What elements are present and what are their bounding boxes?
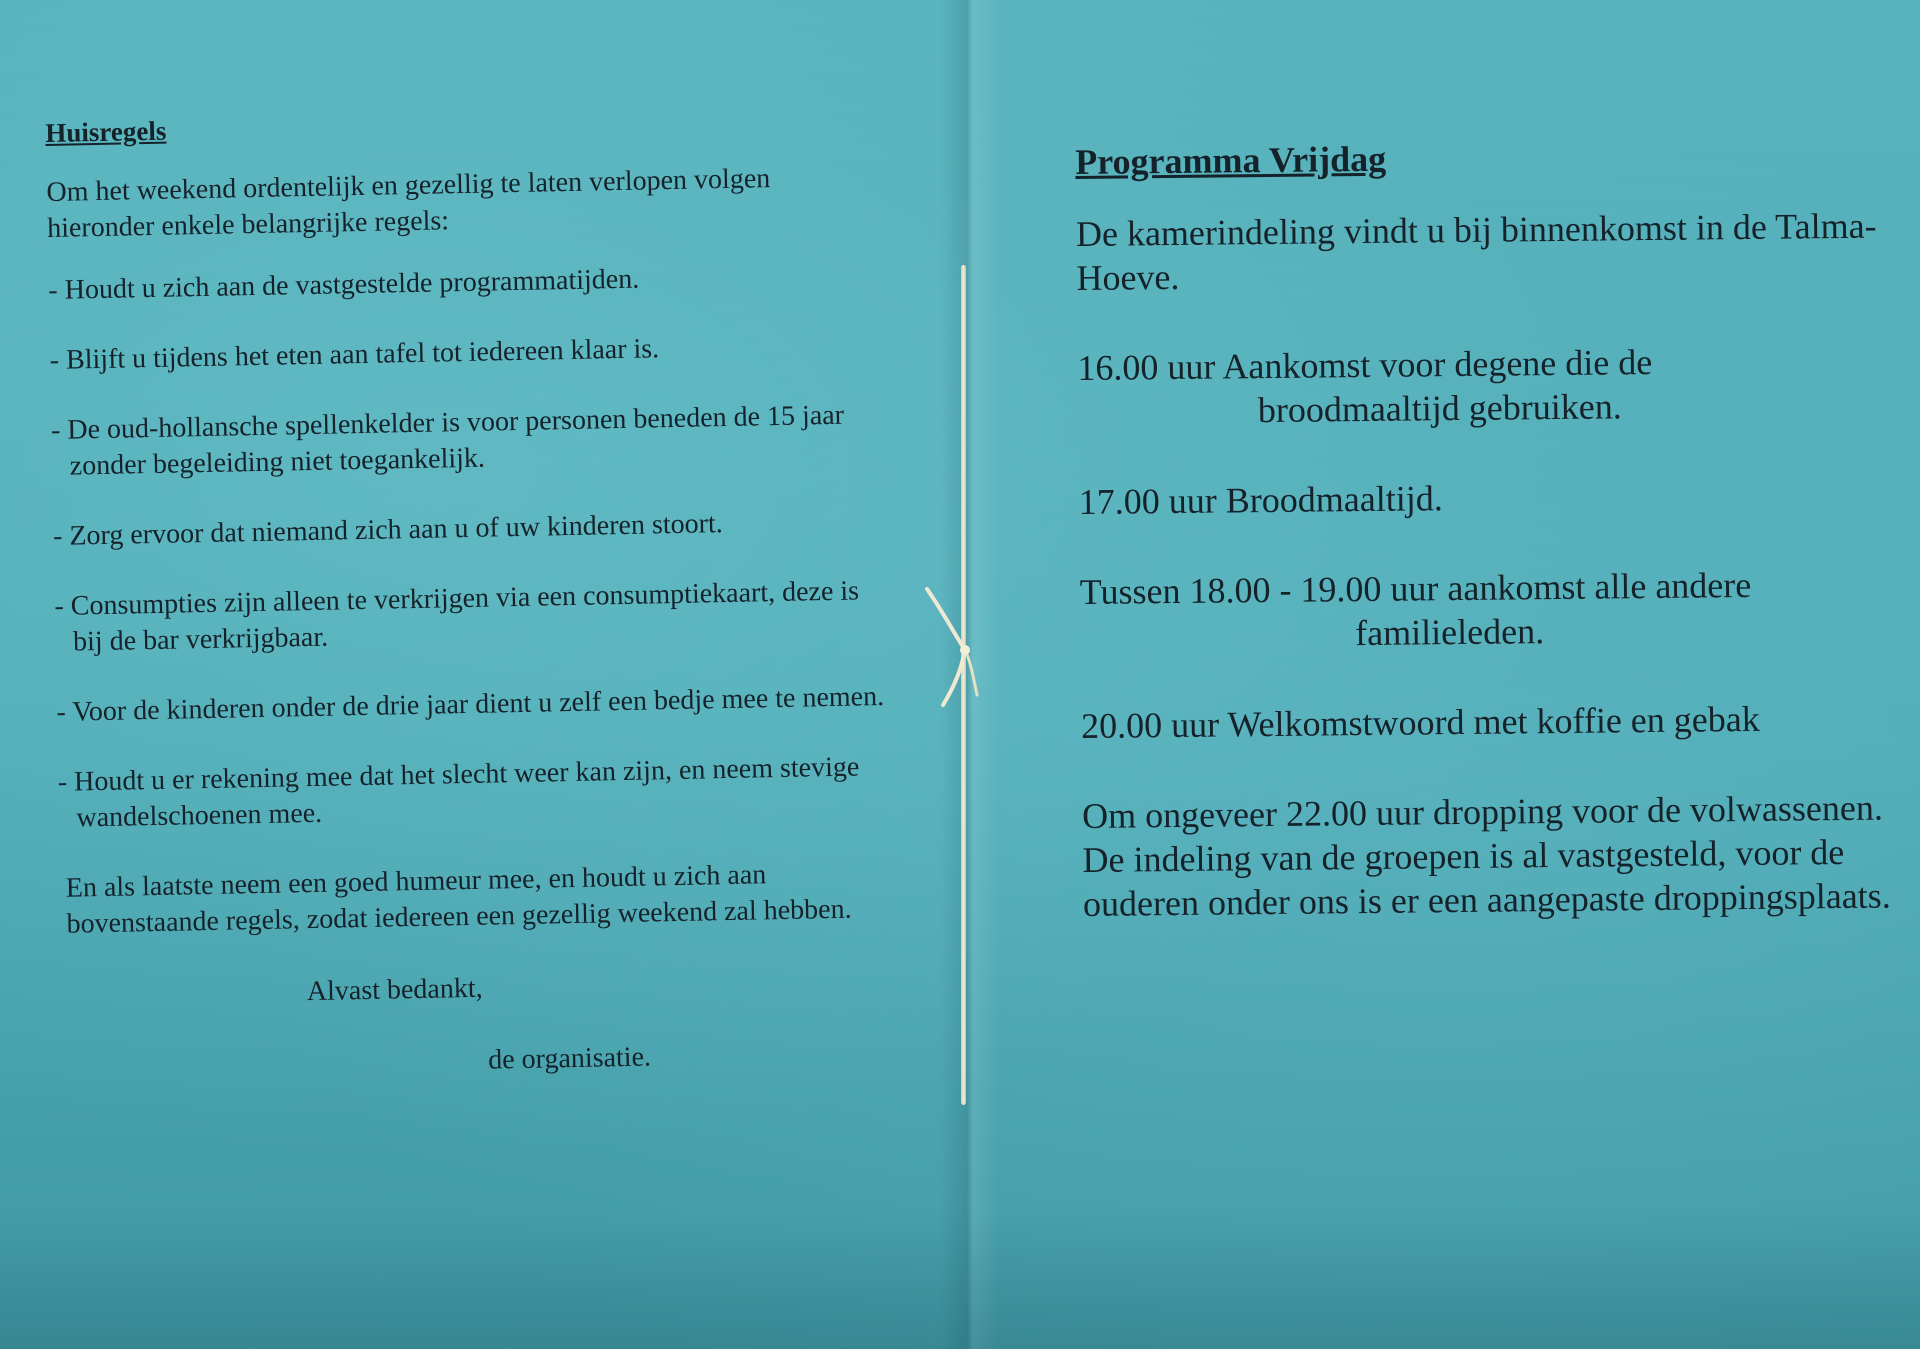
program-item	[1077, 338, 1888, 434]
program-item-continuation: broodmaaltijd gebruiken.	[1257, 386, 1622, 431]
program-item	[1080, 561, 1891, 657]
rule-item: - Consumpties zijn alleen te verkrijgen via een consumptiekaart, deze is bij de bar verkrijgbaar.	[54, 575, 860, 658]
program-item-continuation: familieleden.	[1354, 611, 1545, 654]
rule-item: - Houdt u zich aan de vastgestelde programmatijden.	[48, 263, 640, 306]
program-item-line: 17.00 uur Broodmaaltijd.	[1078, 478, 1443, 522]
rule-item: - Zorg ervoor dat niemand zich aan u of uw kinderen stoort.	[52, 508, 723, 552]
house-rules-closing: En als laatste neem een goed humeur mee, en houdt u zich aan bovenstaande regels, zodat iedereen een gezellig weekend zal hebben.	[65, 859, 852, 940]
thanks-line: Alvast bedankt,	[306, 972, 483, 1008]
rule-item: - Houdt u er rekening mee dat het slecht weer kan zijn, en neem stevige wandelschoenen mee.	[57, 751, 860, 834]
paper-shadow	[0, 1209, 1920, 1349]
program-item-line: Tussen 18.00 - 19.00 uur aankomst alle andere	[1079, 564, 1752, 612]
rule-item: - De oud-hollansche spellenkelder is voor personen beneden de 15 jaar zonder begeleiding niet toegankelijk.	[50, 399, 845, 482]
program-title: Programma Vrijdag	[1075, 138, 1387, 182]
house-rules-intro: Om het weekend ordentelijk en gezellig te laten verlopen volgen hieronder enkele belangrijke regels:	[46, 163, 771, 244]
signature-line: de organisatie.	[487, 1041, 652, 1076]
rule-item: - Voor de kinderen onder de drie jaar dient u zelf een bedje mee te nemen.	[56, 681, 885, 728]
program-item	[1081, 695, 1891, 747]
rule-item: - Blijft u tijdens het eten aan tafel tot iedereen klaar is.	[49, 333, 660, 376]
program-item-line: 20.00 uur Welkomstwoord met koffie en gebak	[1080, 698, 1760, 746]
house-rules-title: Huisregels	[45, 115, 167, 148]
program-item-line: 16.00 uur Aankomst voor degene die de	[1077, 341, 1653, 388]
house-rules-list	[48, 257, 889, 837]
program-item	[1079, 471, 1889, 523]
thread-knot-icon	[925, 585, 1005, 715]
program-closing: Om ongeveer 22.00 uur dropping voor de volwassenen. De indeling van de groepen is al vastgesteld, voor de ouderen onder ons is er een aangepaste droppingsplaats.	[1081, 787, 1891, 924]
left-page	[45, 99, 894, 1087]
program-intro: De kamerindeling vindt u bij binnenkomst in de Talma-Hoeve.	[1075, 205, 1877, 298]
right-page	[1075, 132, 1894, 972]
